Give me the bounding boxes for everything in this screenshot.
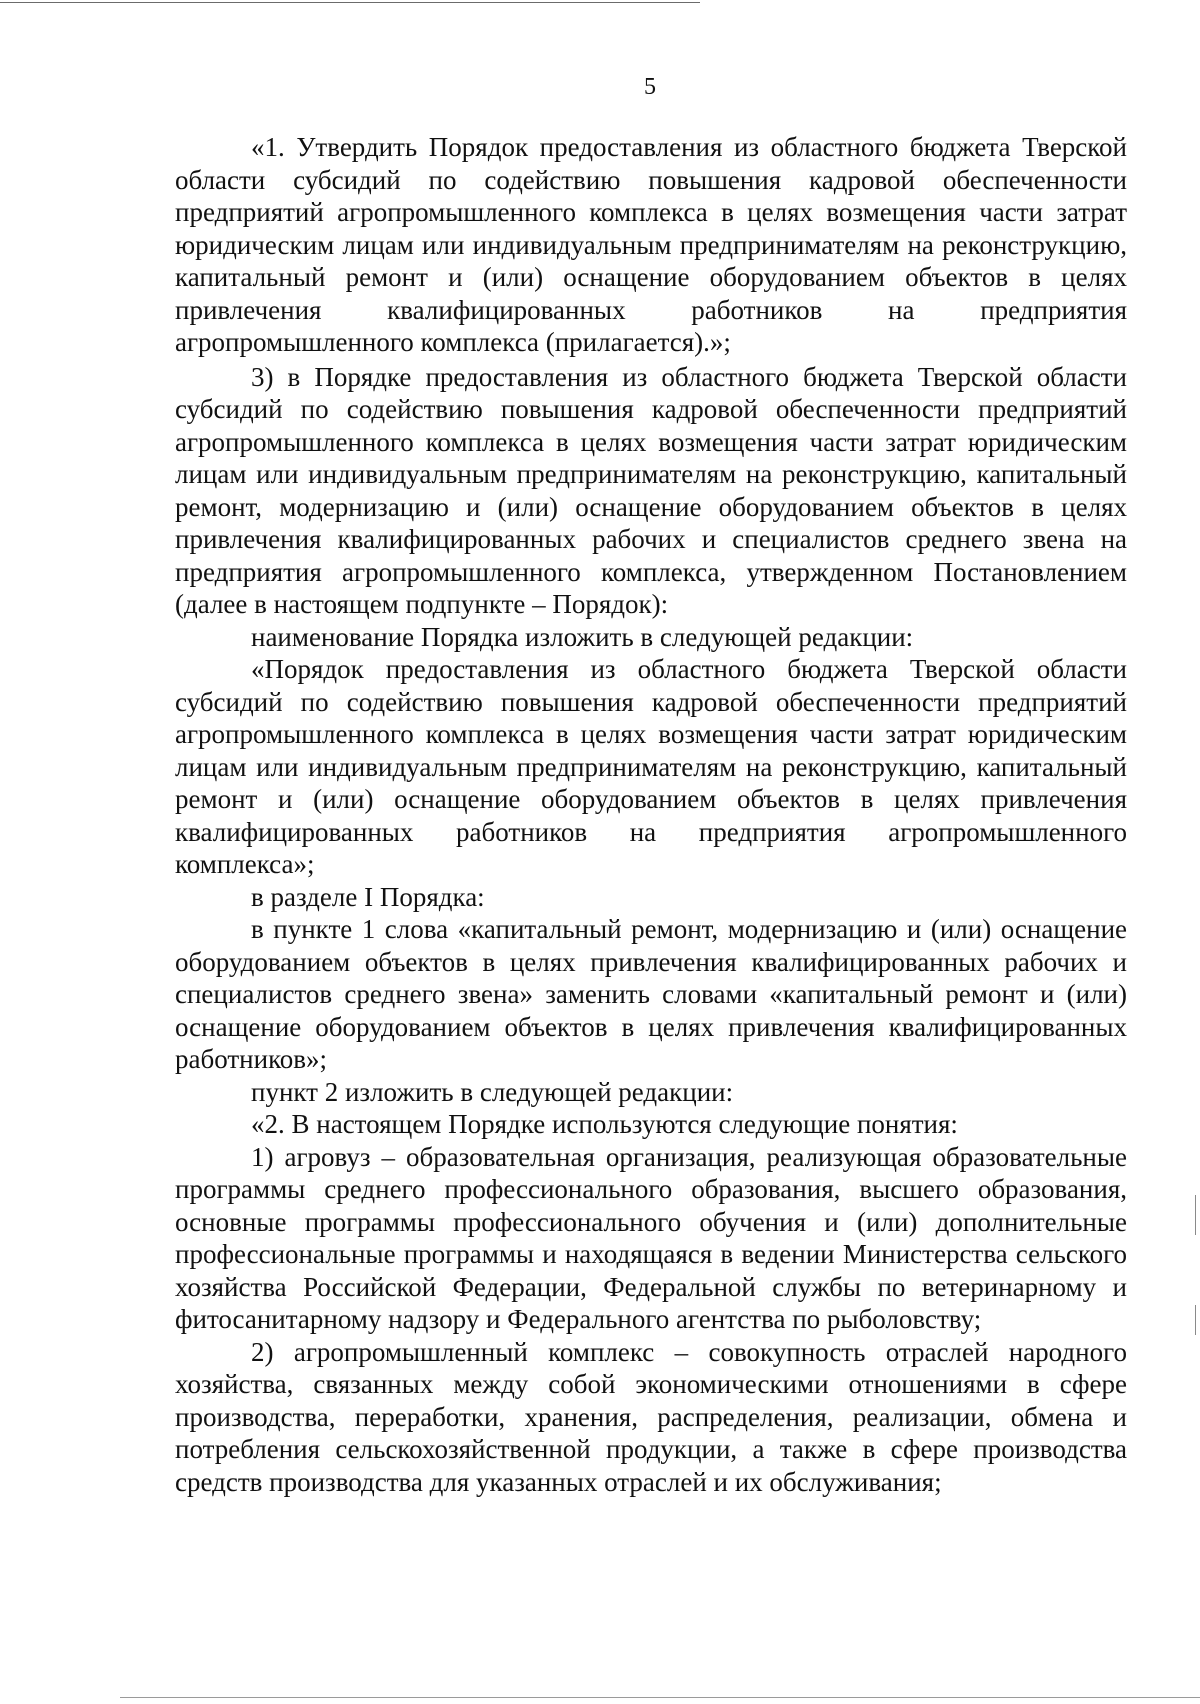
- scan-edge-right-lower: [1195, 1305, 1196, 1335]
- paragraph-definitions-intro: «2. В настоящем Порядке используются следующие понятия:: [251, 1109, 958, 1139]
- paragraph-definition-agrovuz: 1) агровуз – образовательная организация, реализующая образовательные программы среднего профессионального образования, высшего образования, основные программы профессионального обучения и (или) дополнительные профессиональные программы и находящаяся в ведении Министерства сельского хозяйства Российской Федерации, Федеральной службы по ветеринарному и фитосанитарному надзору и Федерального агентства по рыболовству;: [175, 1141, 1127, 1334]
- paragraph-point-2-instruction: пункт 2 изложить в следующей редакции:: [251, 1076, 734, 1107]
- scan-edge-right: [1195, 1195, 1196, 1235]
- scan-edge-bottom: [120, 1697, 1200, 1698]
- document-body: [175, 131, 1127, 1498]
- paragraph-new-title: «Порядок предоставления из областного бюджета Тверской области субсидий по содействию повышения кадровой обеспеченности предприятий агропромышленного комплекса в целях возмещения части затрат юридическим лицам или индивидуальным предпринимателям на реконструкцию, капитальный ремонт и (или) оснащение оборудованием объектов в целях привлечения квалифицированных работников на предприятия агропромышленного комплекса»;: [175, 654, 1127, 879]
- paragraph-item-3: 3) в Порядке предоставления из областного бюджета Тверской области субсидий по содействию повышения кадровой обеспеченности предприятий агропромышленного комплекса в целях возмещения части затрат юридическим лицам или индивидуальным предпринимателям на реконструкцию, капитальный ремонт, модернизацию и (или) оснащение оборудованием объектов в целях привлечения квалифицированных рабочих и специалистов среднего звена на предприятия агропромышленного комплекса, утвержденном Постановлением (далее в настоящем подпункте – Порядок):: [175, 361, 1127, 619]
- paragraph-definition-agro-complex: 2) агропромышленный комплекс – совокупность отраслей народного хозяйства, связанных между собой экономическими отношениями в сфере производства, переработки, хранения, распределения, реализации, обмена и потребления сельскохозяйственной продукции, а также в сфере производства средств производства для указанных отраслей и их обслуживания;: [175, 1336, 1127, 1497]
- page-number: 5: [644, 74, 656, 100]
- paragraph-section-1: в разделе I Порядка:: [251, 881, 485, 912]
- scan-edge-top: [0, 2, 700, 3]
- paragraph-point-1: в пункте 1 слова «капитальный ремонт, модернизацию и (или) оснащение оборудованием объектов в целях привлечения квалифицированных рабочих и специалистов среднего звена» заменить словами «капитальный ремонт и (или) оснащение оборудованием объектов в целях привлечения квалифицированных работников»;: [175, 914, 1127, 1074]
- paragraph-approve-procedure: «1. Утвердить Порядок предоставления из областного бюджета Тверской области субсидий по содействию повышения кадровой обеспеченности предприятий агропромышленного комплекса в целях возмещения части затрат юридическим лицам или индивидуальным предпринимателям на реконструкцию, капитальный ремонт и (или) оснащение оборудованием объектов в целях привлечения квалифицированных работников на предприятия агропромышленного комплекса (прилагается).»;: [175, 132, 1127, 357]
- paragraph-title-instruction: наименование Порядка изложить в следующей редакции:: [251, 621, 914, 652]
